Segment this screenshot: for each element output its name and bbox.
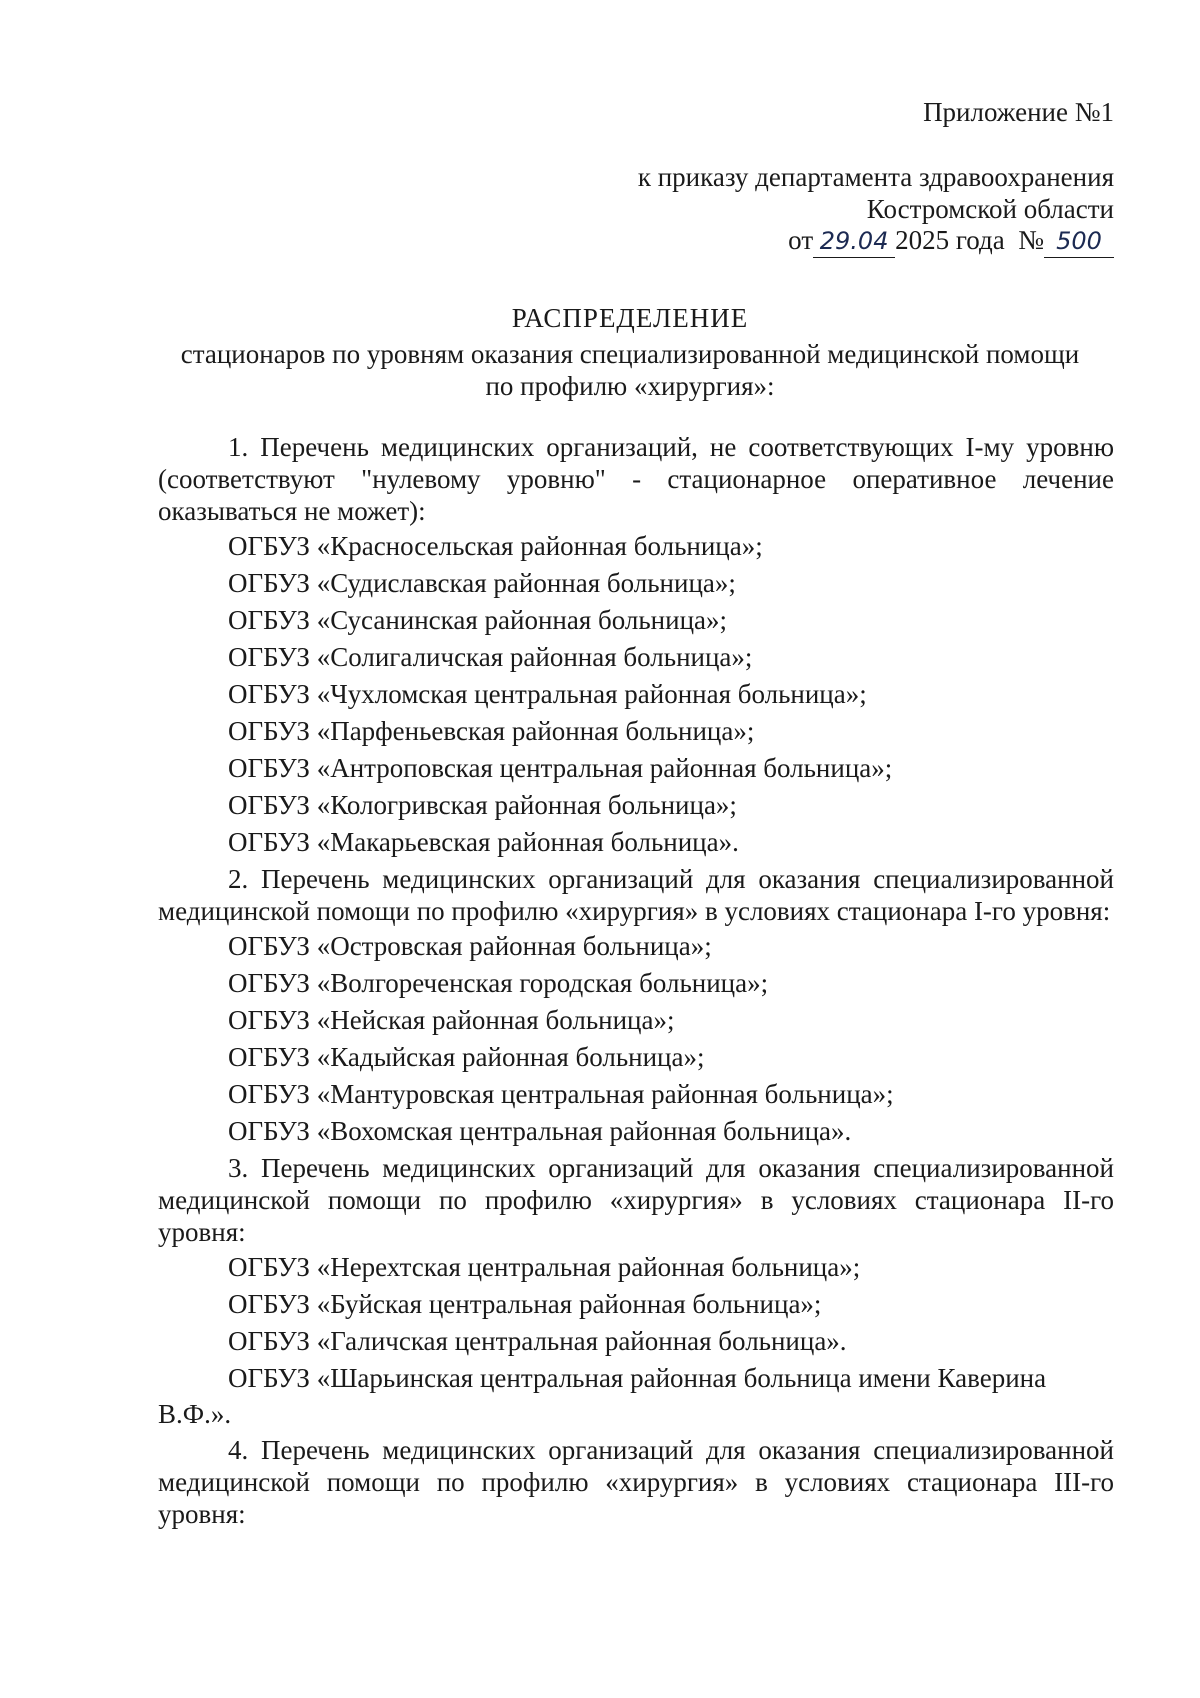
handwritten-date: 29.04 (819, 227, 889, 255)
section-2-intro: 2. Перечень медицинских организаций для оказания специализированной медицинской помощи по профилю «хирургия» в условиях стационара I-го уровня: (158, 864, 1114, 926)
list-item: ОГБУЗ «Волгореченская городская больница»; (228, 968, 769, 998)
document-subtitle-line1: стационаров по уровням оказания специализированной медицинской помощи (180, 339, 1080, 369)
number-field (1044, 224, 1114, 258)
list-item: ОГБУЗ «Шарьинская центральная районная больница имени Каверина В.Ф.». (158, 1363, 1047, 1429)
document-subtitle-line2: по профилю «хирургия»: (485, 371, 775, 401)
order-reference-line1: к приказу департамента здравоохранения (637, 162, 1114, 192)
list-item: ОГБУЗ «Солигаличская районная больница»; (228, 642, 753, 672)
number-prefix: № (1018, 225, 1044, 255)
list-item: ОГБУЗ «Чухломская центральная районная больница»; (228, 679, 867, 709)
list-item: ОГБУЗ «Буйская центральная районная больница»; (228, 1289, 822, 1319)
list-item: ОГБУЗ «Макарьевская районная больница». (228, 827, 739, 857)
list-item: ОГБУЗ «Островская районная больница»; (228, 931, 712, 961)
handwritten-number: 500 (1056, 227, 1102, 255)
date-prefix: от (788, 225, 814, 255)
list-item: ОГБУЗ «Галичская центральная районная больница». (228, 1326, 847, 1356)
date-year: 2025 года (895, 225, 1005, 255)
document-title-block (140, 302, 1120, 402)
list-item: ОГБУЗ «Нерехтская центральная районная больница»; (228, 1252, 861, 1282)
list-item: ОГБУЗ «Кадыйская районная больница»; (228, 1042, 705, 1072)
list-item: ОГБУЗ «Вохомская центральная районная больница». (228, 1116, 852, 1146)
list-item: ОГБУЗ «Красносельская районная больница»; (228, 531, 763, 561)
order-date-number-line (788, 224, 1114, 258)
list-item: ОГБУЗ «Сусанинская районная больница»; (228, 605, 728, 635)
list-item: ОГБУЗ «Нейская районная больница»; (228, 1005, 675, 1035)
list-item: ОГБУЗ «Антроповская центральная районная больница»; (228, 753, 893, 783)
section-1-intro: 1. Перечень медицинских организаций, не соответствующих I-му уровню (соответствуют "нулевому уровню" - стационарное оперативное лечение оказываться не может): (158, 432, 1114, 526)
date-field (813, 224, 895, 258)
document-body (158, 431, 1114, 1530)
appendix-label: Приложение №1 (923, 97, 1114, 127)
section-4-intro: 4. Перечень медицинских организаций для оказания специализированной медицинской помощи по профилю «хирургия» в условиях стационара III-го уровня: (158, 1435, 1114, 1529)
order-reference-line2: Костромской области (866, 194, 1114, 224)
section-1-list (158, 528, 1114, 861)
section-2-list (158, 928, 1114, 1150)
list-item: ОГБУЗ «Мантуровская центральная районная больница»; (228, 1079, 894, 1109)
list-item: ОГБУЗ «Судиславская районная больница»; (228, 568, 736, 598)
section-3-list (158, 1249, 1114, 1432)
section-3-intro: 3. Перечень медицинских организаций для оказания специализированной медицинской помощи по профилю «хирургия» в условиях стационара II-го уровня: (158, 1153, 1114, 1247)
list-item: ОГБУЗ «Кологривская районная больница»; (228, 790, 737, 820)
document-heading: РАСПРЕДЕЛЕНИЕ (511, 303, 749, 333)
list-item: ОГБУЗ «Парфеньевская районная больница»; (228, 716, 755, 746)
